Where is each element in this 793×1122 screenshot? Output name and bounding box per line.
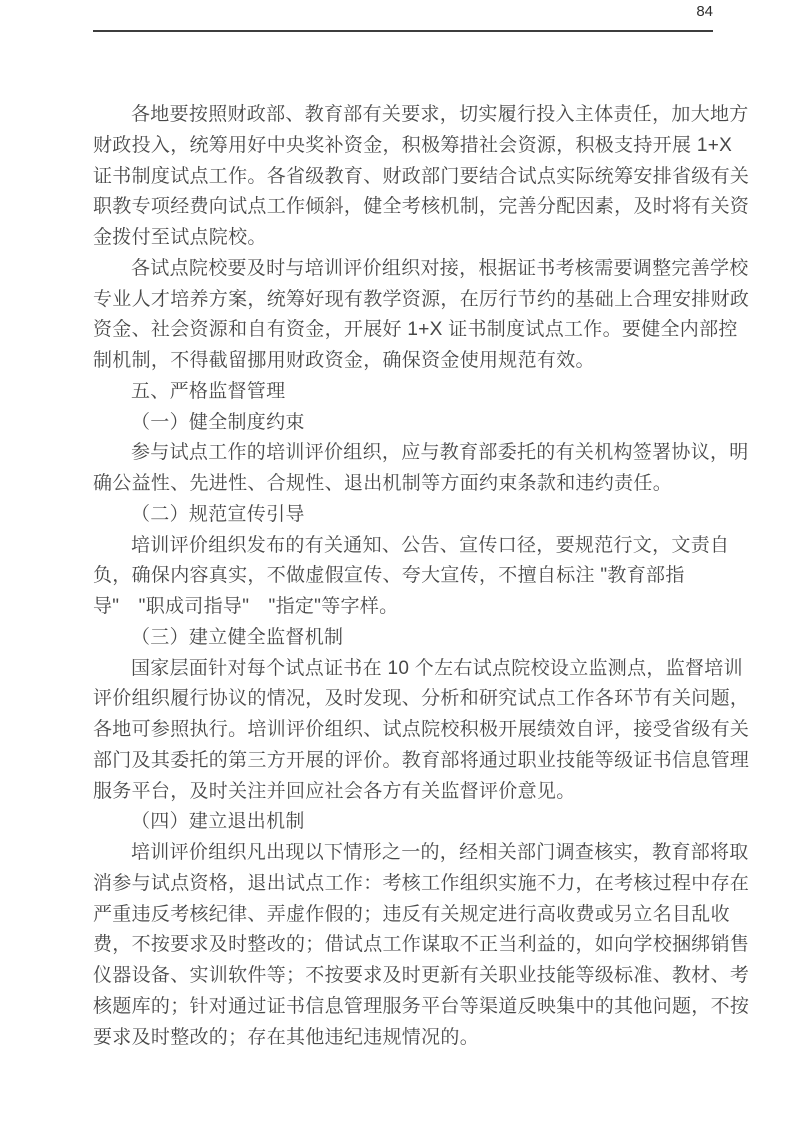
header-rule: [93, 30, 713, 32]
text-line: 要求及时整改的；存在其他违纪违规情况的。: [93, 1026, 480, 1048]
text-line: 职教专项经费向试点工作倾斜，健全考核机制，完善分配因素，及时将有关资: [93, 196, 750, 218]
text-line: 负，确保内容真实，不做虚假宣传、夸大宣传，不擅自标注 "教育部指: [93, 565, 685, 587]
text-line: 评价组织履行协议的情况，及时发现、分析和研究试点工作各环节有关问题，: [93, 688, 750, 710]
text-line: 五、严格监督管理: [131, 380, 286, 402]
text-line: 培训评价组织发布的有关通知、公告、宣传口径，要规范行文，文责自: [131, 534, 730, 556]
text-line: 参与试点工作的培训评价组织，应与教育部委托的有关机构签署协议，明: [131, 442, 749, 464]
text-line: 确公益性、先进性、合规性、退出机制等方面约束条款和违约责任。: [93, 473, 673, 494]
text-line: 资金、社会资源和自有资金，开展好 1+X 证书制度试点工作。要健全内部控: [93, 319, 738, 341]
text-line: 服务平台，及时关注并回应社会各方有关监督评价意见。: [93, 780, 576, 802]
text-line: 导" "职成司指导" "指定"等字样。: [93, 596, 399, 617]
text-line: 费，不按要求及时整改的；借试点工作谋取不正当利益的，如向学校捆绑销售: [93, 934, 750, 956]
text-line: 各地要按照财政部、教育部有关要求，切实履行投入主体责任，加大地方: [131, 104, 749, 125]
text-line: 各地可参照执行。培训评价组织、试点院校积极开展绩效自评，接受省级有关: [93, 719, 750, 740]
text-line: 制机制，不得截留挪用财政资金，确保资金使用规范有效。: [93, 350, 595, 371]
text-line: （三）建立健全监督机制: [131, 626, 344, 648]
text-line: 培训评价组织凡出现以下情形之一的，经相关部门调查核实，教育部将取: [131, 842, 749, 863]
text-line: 严重违反考核纪律、弄虚作假的；违反有关规定进行高收费或另立名目乱收: [93, 903, 730, 925]
text-line: 各试点院校要及时与培训评价组织对接，根据证书考核需要调整完善学校: [131, 257, 749, 279]
text-line: 核题库的；针对通过证书信息管理服务平台等渠道反映集中的其他问题，不按: [93, 995, 750, 1017]
text-line: （四）建立退出机制: [131, 811, 305, 833]
text-line: 财政投入，统筹用好中央奖补资金，积极筹措社会资源，积极支持开展 1+X: [93, 134, 733, 156]
text-line: 消参与试点资格，退出试点工作：考核工作组织实施不力，在考核过程中存在: [93, 872, 750, 894]
text-line: 部门及其委托的第三方开展的评价。教育部将通过职业技能等级证书信息管理: [93, 749, 750, 771]
text-line: 专业人才培养方案，统筹好现有教学资源，在厉行节约的基础上合理安排财政: [93, 288, 750, 310]
text-line: （一）健全制度约束: [131, 411, 305, 433]
page-number: 84: [696, 3, 713, 20]
text-line: 仪器设备、实训软件等；不按要求及时更新有关职业技能等级标准、教材、考: [93, 965, 750, 986]
text-line: 金拨付至试点院校。: [93, 227, 267, 248]
text-line: 国家层面针对每个试点证书在 10 个左右试点院校设立监测点，监督培训: [131, 657, 743, 679]
text-line: 证书制度试点工作。各省级教育、财政部门要结合试点实际统筹安排省级有关: [93, 165, 750, 187]
text-line: （二）规范宣传引导: [131, 503, 305, 525]
document-body: [93, 100, 750, 1053]
